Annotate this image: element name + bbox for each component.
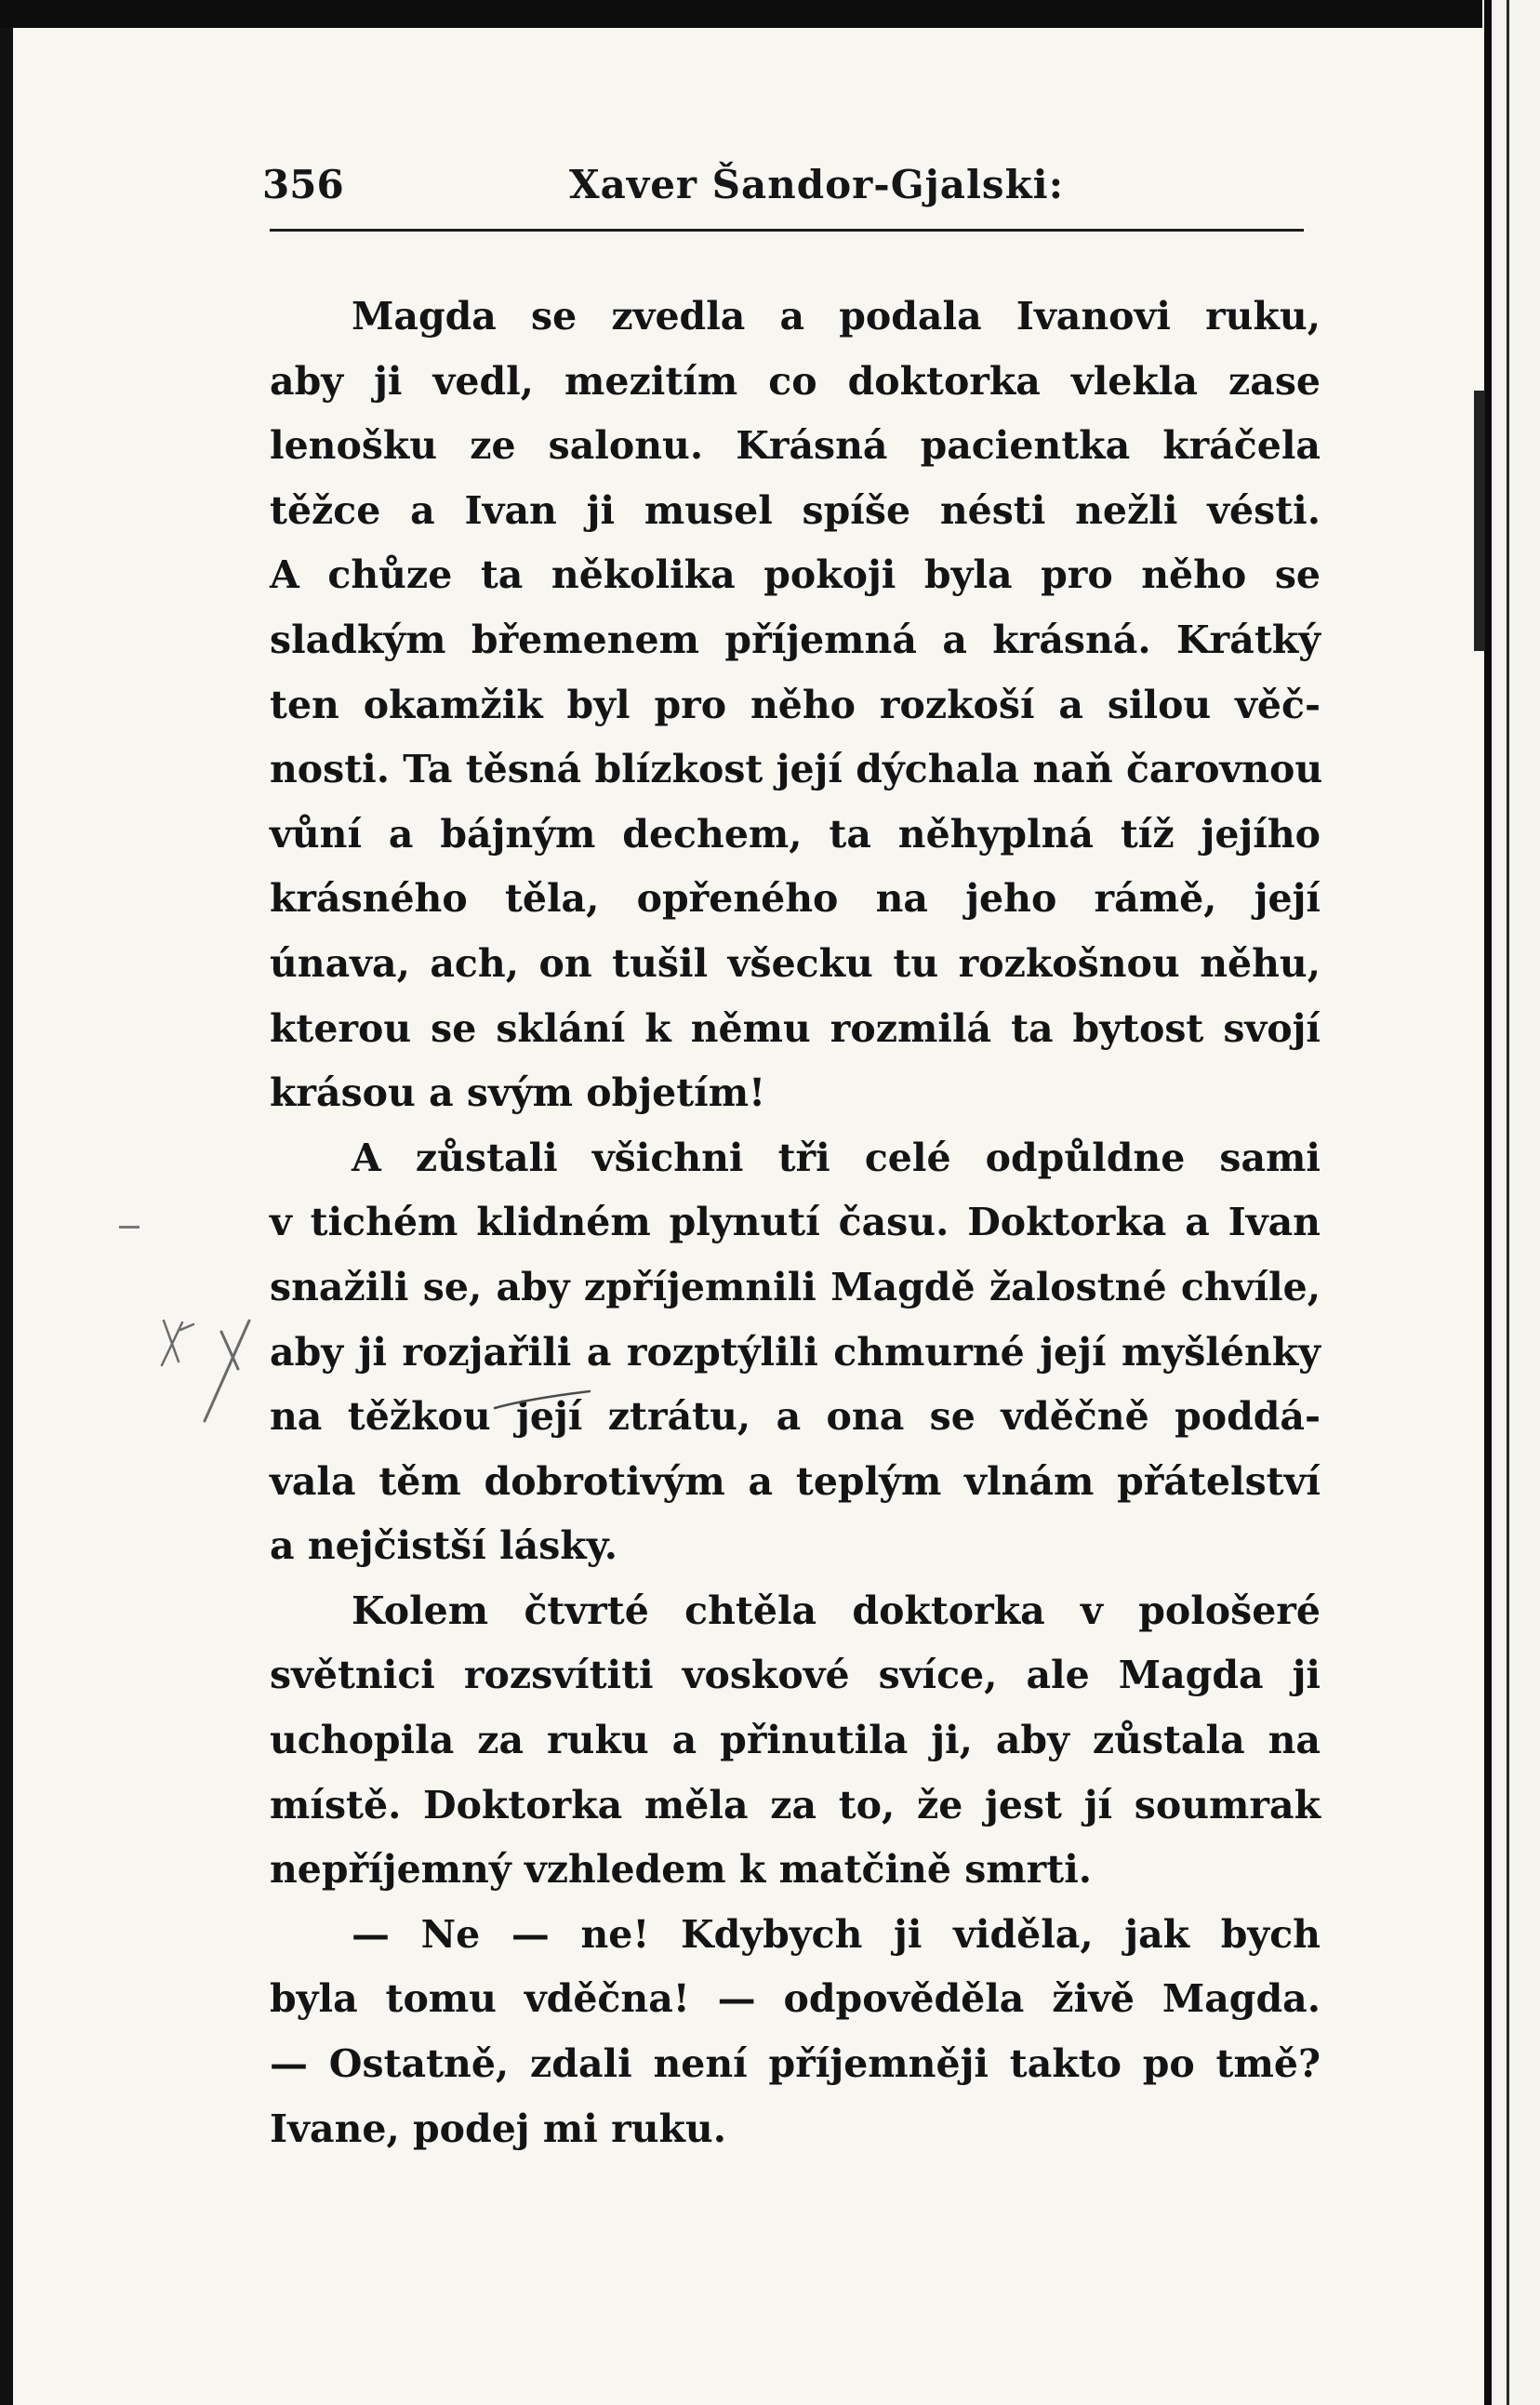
handwritten-underline bbox=[491, 1386, 593, 1414]
text-line: nosti. Ta těsná blízkost její dýchala naň čarovnou bbox=[270, 747, 1323, 792]
text-line: A zůstali všichni tři celé odpůldne sami bbox=[352, 1135, 1321, 1180]
text-line: A chůze ta několika pokoji byla pro něho se bbox=[270, 552, 1321, 598]
text-line: Magda se zvedla a podala Ivanovi ruku, bbox=[352, 294, 1321, 339]
text-line: těžce a Ivan ji musel spíše nésti nežli vésti. bbox=[270, 487, 1321, 533]
text-line: vůní a bájným dechem, ta něhyplná tíž jejího bbox=[270, 811, 1321, 857]
text-line: kterou se sklání k němu rozmilá ta bytost svojí bbox=[270, 1005, 1321, 1051]
text-line: vala těm dobrotivým a teplým vlnám přátelství bbox=[270, 1458, 1321, 1504]
text-line: Ivane, podej mi ruku. bbox=[270, 2106, 727, 2151]
text-line: světnici rozsvítiti voskové svíce, ale Magda ji bbox=[270, 1653, 1321, 1698]
text-line: ten okamžik byl pro něho rozkoší a silou věč- bbox=[270, 682, 1321, 727]
next-page-edge bbox=[1507, 0, 1509, 2405]
text-line: aby ji rozjařili a rozptýlili chmurné její myšlénky bbox=[270, 1329, 1321, 1375]
text-line: nepříjemný vzhledem k matčině smrti. bbox=[270, 1847, 1093, 1893]
margin-dash-mark bbox=[119, 1226, 139, 1229]
gutter-shadow bbox=[1474, 391, 1485, 651]
text-line: byla tomu vděčna! — odpověděla živě Magda. bbox=[270, 1976, 1321, 2022]
text-line: únava, ach, on tušil všecku tu rozkošnou něhu, bbox=[270, 940, 1321, 986]
text-line: na těžkou její ztrátu, a ona se vděčně poddá- bbox=[270, 1394, 1321, 1440]
running-header bbox=[262, 156, 1304, 212]
scan-top-border bbox=[0, 0, 1488, 28]
body-text bbox=[270, 285, 1321, 2161]
text-line: Kolem čtvrté chtěla doktorka v pološeré bbox=[352, 1588, 1321, 1633]
text-line: uchopila za ruku a přinutila ji, aby zůstala na bbox=[270, 1718, 1321, 1763]
text-line: místě. Doktorka měla za to, že jest jí soumrak bbox=[270, 1782, 1321, 1827]
text-line: a nejčistší lásky. bbox=[270, 1523, 618, 1569]
text-line: krásou a svým objetím! bbox=[270, 1070, 766, 1116]
text-line: krásného těla, opřeného na jeho rámě, její bbox=[270, 876, 1321, 922]
handwritten-margin-mark bbox=[156, 1311, 268, 1423]
text-line: sladkým břemenem příjemná a krásná. Krátký bbox=[270, 617, 1321, 662]
text-line: aby ji vedl, mezitím co doktorka vlekla zase bbox=[270, 358, 1321, 404]
header-rule bbox=[270, 229, 1304, 232]
page-number: 356 bbox=[262, 162, 344, 207]
text-line: snažili se, aby zpříjemnili Magdě žalostné chvíle, bbox=[270, 1264, 1321, 1309]
page-gutter-edge bbox=[1484, 0, 1492, 2405]
text-line: — Ne — ne! Kdybych ji viděla, jak bych bbox=[352, 1911, 1321, 1957]
text-line: — Ostatně, zdali není příjemněji takto po tmě? bbox=[270, 2041, 1321, 2087]
running-title: Xaver Šandor-Gjalski: bbox=[569, 162, 1065, 207]
text-line: v tichém klidném plynutí času. Doktorka a Ivan bbox=[270, 1200, 1321, 1245]
text-line: lenošku ze salonu. Krásná pacientka kráčela bbox=[270, 423, 1321, 469]
